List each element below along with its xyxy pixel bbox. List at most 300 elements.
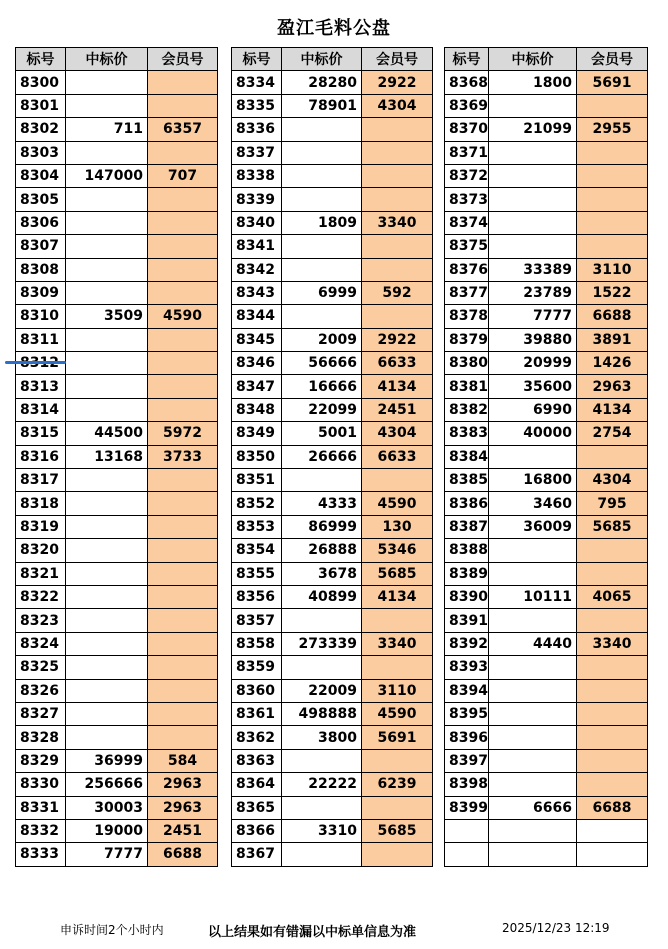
table-row bbox=[16, 562, 218, 585]
member-number-cell: 6688 bbox=[576, 796, 647, 819]
member-number-cell: 2963 bbox=[148, 796, 218, 819]
lot-number-cell: 8383 bbox=[445, 422, 489, 445]
table-row bbox=[232, 422, 433, 445]
member-number-cell: 4134 bbox=[362, 375, 433, 398]
lot-number-cell: 8398 bbox=[445, 773, 489, 796]
lot-number-cell: 8382 bbox=[445, 398, 489, 421]
table-row bbox=[445, 281, 648, 304]
member-number-cell bbox=[148, 632, 218, 655]
table-row bbox=[232, 118, 433, 141]
table-row bbox=[16, 632, 218, 655]
winning-price-cell bbox=[488, 749, 576, 772]
table-row bbox=[232, 445, 433, 468]
member-number-cell bbox=[148, 398, 218, 421]
lot-number-cell: 8374 bbox=[445, 211, 489, 234]
table-row bbox=[16, 328, 218, 351]
winning-price-cell bbox=[282, 796, 362, 819]
table-row bbox=[16, 796, 218, 819]
table-row bbox=[232, 632, 433, 655]
member-number-cell bbox=[576, 141, 647, 164]
table-row bbox=[445, 71, 648, 94]
table-row bbox=[16, 469, 218, 492]
lot-number-cell: 8304 bbox=[16, 164, 66, 187]
table-row bbox=[16, 492, 218, 515]
member-number-cell bbox=[576, 235, 647, 258]
member-number-cell: 3733 bbox=[148, 445, 218, 468]
member-number-cell bbox=[362, 164, 433, 187]
table-row bbox=[16, 71, 218, 94]
table-row bbox=[445, 352, 648, 375]
table-row bbox=[445, 585, 648, 608]
blue-pen-underline bbox=[5, 361, 66, 364]
lot-number-cell: 8315 bbox=[16, 422, 66, 445]
member-number-cell bbox=[362, 235, 433, 258]
winning-price-cell bbox=[488, 188, 576, 211]
table-row bbox=[232, 375, 433, 398]
winning-price-cell: 16666 bbox=[282, 375, 362, 398]
lot-number-cell: 8339 bbox=[232, 188, 282, 211]
lot-number-cell: 8338 bbox=[232, 164, 282, 187]
table-row bbox=[445, 141, 648, 164]
winning-price-cell: 56666 bbox=[282, 352, 362, 375]
winning-price-cell bbox=[282, 609, 362, 632]
member-number-cell: 3110 bbox=[362, 679, 433, 702]
member-number-cell: 2451 bbox=[362, 398, 433, 421]
lot-number-cell: 8318 bbox=[16, 492, 66, 515]
winning-price-cell: 78901 bbox=[282, 94, 362, 117]
table-row bbox=[16, 422, 218, 445]
table-row bbox=[445, 492, 648, 515]
member-number-cell: 2922 bbox=[362, 71, 433, 94]
table-row bbox=[445, 562, 648, 585]
winning-price-cell bbox=[66, 71, 148, 94]
lot-number-cell: 8340 bbox=[232, 211, 282, 234]
table-row bbox=[445, 235, 648, 258]
member-number-cell bbox=[576, 819, 647, 842]
member-number-cell bbox=[148, 726, 218, 749]
member-number-cell: 6357 bbox=[148, 118, 218, 141]
winning-price-cell bbox=[66, 702, 148, 725]
member-number-cell: 6633 bbox=[362, 352, 433, 375]
lot-number-cell: 8397 bbox=[445, 749, 489, 772]
winning-price-cell bbox=[66, 258, 148, 281]
winning-price-cell bbox=[488, 819, 576, 842]
member-number-cell bbox=[576, 702, 647, 725]
winning-price-cell bbox=[66, 328, 148, 351]
winning-price-cell bbox=[282, 843, 362, 866]
member-number-cell: 5691 bbox=[576, 71, 647, 94]
table-row bbox=[16, 164, 218, 187]
table-row bbox=[16, 819, 218, 842]
member-number-cell bbox=[148, 211, 218, 234]
lot-number-cell: 8366 bbox=[232, 819, 282, 842]
lot-number-cell: 8361 bbox=[232, 702, 282, 725]
winning-price-cell: 35600 bbox=[488, 375, 576, 398]
lot-number-cell: 8390 bbox=[445, 585, 489, 608]
lot-number-cell: 8319 bbox=[16, 515, 66, 538]
member-number-cell bbox=[148, 258, 218, 281]
winning-price-cell: 498888 bbox=[282, 702, 362, 725]
table-row bbox=[445, 258, 648, 281]
lot-number-cell: 8399 bbox=[445, 796, 489, 819]
table-row bbox=[232, 773, 433, 796]
lot-number-cell: 8329 bbox=[16, 749, 66, 772]
lot-number-cell: 8372 bbox=[445, 164, 489, 187]
winning-price-cell: 22222 bbox=[282, 773, 362, 796]
winning-price-cell: 22099 bbox=[282, 398, 362, 421]
member-number-cell bbox=[148, 141, 218, 164]
winning-price-cell bbox=[282, 235, 362, 258]
table-row bbox=[445, 375, 648, 398]
member-number-cell bbox=[362, 258, 433, 281]
winning-price-cell: 33389 bbox=[488, 258, 576, 281]
table-row bbox=[445, 539, 648, 562]
member-number-cell: 6688 bbox=[148, 843, 218, 866]
member-number-cell bbox=[148, 188, 218, 211]
winning-price-cell: 36009 bbox=[488, 515, 576, 538]
lot-number-cell: 8302 bbox=[16, 118, 66, 141]
header-member-number: 会员号 bbox=[362, 48, 433, 71]
lot-number-cell: 8327 bbox=[16, 702, 66, 725]
member-number-cell bbox=[148, 375, 218, 398]
table-row bbox=[445, 328, 648, 351]
table-row bbox=[16, 656, 218, 679]
winning-price-cell: 40899 bbox=[282, 585, 362, 608]
winning-price-cell: 39880 bbox=[488, 328, 576, 351]
member-number-cell: 3110 bbox=[576, 258, 647, 281]
table-row bbox=[16, 843, 218, 866]
winning-price-cell: 1800 bbox=[488, 71, 576, 94]
winning-price-cell: 40000 bbox=[488, 422, 576, 445]
member-number-cell bbox=[148, 539, 218, 562]
member-number-cell bbox=[362, 749, 433, 772]
lot-number-cell: 8360 bbox=[232, 679, 282, 702]
table-row bbox=[16, 188, 218, 211]
table-row bbox=[232, 585, 433, 608]
member-number-cell: 2963 bbox=[576, 375, 647, 398]
winning-price-cell: 13168 bbox=[66, 445, 148, 468]
winning-price-cell: 4440 bbox=[488, 632, 576, 655]
lot-number-cell: 8334 bbox=[232, 71, 282, 94]
winning-price-cell bbox=[282, 258, 362, 281]
table-row bbox=[16, 702, 218, 725]
footer-timestamp: 2025/12/23 12:19 bbox=[502, 921, 610, 935]
winning-price-cell: 16800 bbox=[488, 469, 576, 492]
member-number-cell bbox=[148, 609, 218, 632]
member-number-cell: 4304 bbox=[362, 94, 433, 117]
lot-number-cell: 8337 bbox=[232, 141, 282, 164]
winning-price-cell: 256666 bbox=[66, 773, 148, 796]
member-number-cell bbox=[362, 188, 433, 211]
table-row bbox=[232, 211, 433, 234]
header-winning-price: 中标价 bbox=[282, 48, 362, 71]
lot-number-cell: 8330 bbox=[16, 773, 66, 796]
member-number-cell: 2451 bbox=[148, 819, 218, 842]
lot-number-cell: 8363 bbox=[232, 749, 282, 772]
winning-price-cell bbox=[66, 211, 148, 234]
table-row bbox=[445, 469, 648, 492]
winning-price-cell: 19000 bbox=[66, 819, 148, 842]
winning-price-cell bbox=[66, 352, 148, 375]
lot-number-cell: 8316 bbox=[16, 445, 66, 468]
winning-price-cell: 36999 bbox=[66, 749, 148, 772]
winning-price-cell bbox=[66, 141, 148, 164]
lot-number-cell: 8375 bbox=[445, 235, 489, 258]
lot-number-cell: 8378 bbox=[445, 305, 489, 328]
winning-price-cell bbox=[488, 773, 576, 796]
winning-price-cell bbox=[66, 609, 148, 632]
winning-price-cell bbox=[488, 726, 576, 749]
table-row bbox=[232, 843, 433, 866]
member-number-cell bbox=[362, 141, 433, 164]
lot-number-cell: 8333 bbox=[16, 843, 66, 866]
table-row bbox=[16, 679, 218, 702]
lot-number-cell: 8370 bbox=[445, 118, 489, 141]
lot-number-cell: 8388 bbox=[445, 539, 489, 562]
lot-number-cell: 8342 bbox=[232, 258, 282, 281]
table-row bbox=[16, 211, 218, 234]
member-number-cell: 5972 bbox=[148, 422, 218, 445]
winning-price-cell: 3460 bbox=[488, 492, 576, 515]
lot-number-cell: 8355 bbox=[232, 562, 282, 585]
member-number-cell bbox=[148, 469, 218, 492]
lot-number-cell: 8373 bbox=[445, 188, 489, 211]
lot-number-cell: 8381 bbox=[445, 375, 489, 398]
table-row bbox=[232, 352, 433, 375]
winning-price-cell: 1809 bbox=[282, 211, 362, 234]
lot-number-cell: 8356 bbox=[232, 585, 282, 608]
lot-number-cell: 8394 bbox=[445, 679, 489, 702]
winning-price-cell bbox=[488, 445, 576, 468]
table-row bbox=[445, 164, 648, 187]
table-row bbox=[445, 94, 648, 117]
lot-number-cell: 8354 bbox=[232, 539, 282, 562]
table-row bbox=[16, 281, 218, 304]
table-row bbox=[16, 118, 218, 141]
table-row bbox=[445, 702, 648, 725]
table-row bbox=[16, 141, 218, 164]
lot-number-cell: 8341 bbox=[232, 235, 282, 258]
member-number-cell bbox=[148, 492, 218, 515]
winning-price-cell bbox=[66, 235, 148, 258]
winning-price-cell: 3509 bbox=[66, 305, 148, 328]
lot-number-cell: 8364 bbox=[232, 773, 282, 796]
member-number-cell bbox=[576, 843, 647, 866]
winning-price-cell bbox=[66, 469, 148, 492]
table-row bbox=[445, 305, 648, 328]
member-number-cell: 130 bbox=[362, 515, 433, 538]
winning-price-cell bbox=[488, 235, 576, 258]
lot-number-cell: 8358 bbox=[232, 632, 282, 655]
lot-number-cell: 8357 bbox=[232, 609, 282, 632]
table-row bbox=[445, 819, 648, 842]
table-row bbox=[16, 609, 218, 632]
lot-number-cell: 8391 bbox=[445, 609, 489, 632]
winning-price-cell: 3310 bbox=[282, 819, 362, 842]
table-row bbox=[16, 445, 218, 468]
winning-price-cell bbox=[488, 94, 576, 117]
winning-price-cell bbox=[488, 164, 576, 187]
table-row bbox=[445, 749, 648, 772]
results-table-3 bbox=[444, 47, 648, 867]
lot-number-cell: 8368 bbox=[445, 71, 489, 94]
winning-price-cell: 3800 bbox=[282, 726, 362, 749]
winning-price-cell: 7777 bbox=[66, 843, 148, 866]
table-row bbox=[445, 796, 648, 819]
table-row bbox=[445, 843, 648, 866]
member-number-cell: 5691 bbox=[362, 726, 433, 749]
member-number-cell bbox=[148, 328, 218, 351]
member-number-cell bbox=[576, 211, 647, 234]
table-row bbox=[445, 632, 648, 655]
table-row bbox=[232, 281, 433, 304]
table-row bbox=[16, 515, 218, 538]
winning-price-cell bbox=[66, 539, 148, 562]
lot-number-cell: 8386 bbox=[445, 492, 489, 515]
winning-price-cell bbox=[282, 749, 362, 772]
member-number-cell bbox=[576, 609, 647, 632]
member-number-cell bbox=[576, 188, 647, 211]
winning-price-cell bbox=[282, 118, 362, 141]
lot-number-cell: 8377 bbox=[445, 281, 489, 304]
lot-number-cell: 8385 bbox=[445, 469, 489, 492]
results-table-1 bbox=[15, 47, 218, 867]
winning-price-cell bbox=[282, 469, 362, 492]
winning-price-cell bbox=[488, 539, 576, 562]
member-number-cell: 795 bbox=[576, 492, 647, 515]
lot-number-cell: 8335 bbox=[232, 94, 282, 117]
table-row bbox=[16, 585, 218, 608]
winning-price-cell bbox=[488, 141, 576, 164]
lot-number-cell: 8384 bbox=[445, 445, 489, 468]
winning-price-cell bbox=[282, 656, 362, 679]
winning-price-cell: 5001 bbox=[282, 422, 362, 445]
member-number-cell: 584 bbox=[148, 749, 218, 772]
lot-number-cell: 8326 bbox=[16, 679, 66, 702]
table-row bbox=[232, 679, 433, 702]
header-winning-price: 中标价 bbox=[66, 48, 148, 71]
table-row bbox=[232, 235, 433, 258]
lot-number-cell: 8303 bbox=[16, 141, 66, 164]
member-number-cell: 6688 bbox=[576, 305, 647, 328]
table-row bbox=[445, 773, 648, 796]
table-row bbox=[232, 726, 433, 749]
member-number-cell bbox=[576, 656, 647, 679]
page-title: 盈江毛料公盘 bbox=[277, 18, 391, 39]
lot-number-cell: 8389 bbox=[445, 562, 489, 585]
member-number-cell bbox=[148, 562, 218, 585]
table-row bbox=[16, 258, 218, 281]
lot-number-cell: 8351 bbox=[232, 469, 282, 492]
table-row bbox=[16, 375, 218, 398]
table-row bbox=[445, 398, 648, 421]
winning-price-cell: 26666 bbox=[282, 445, 362, 468]
winning-price-cell bbox=[488, 656, 576, 679]
member-number-cell bbox=[148, 656, 218, 679]
table-row bbox=[445, 656, 648, 679]
winning-price-cell bbox=[488, 702, 576, 725]
table-row bbox=[232, 469, 433, 492]
member-number-cell: 2963 bbox=[148, 773, 218, 796]
member-number-cell: 1426 bbox=[576, 352, 647, 375]
winning-price-cell: 273339 bbox=[282, 632, 362, 655]
table-row bbox=[232, 164, 433, 187]
member-number-cell bbox=[576, 679, 647, 702]
winning-price-cell: 23789 bbox=[488, 281, 576, 304]
lot-number-cell: 8324 bbox=[16, 632, 66, 655]
winning-price-cell bbox=[282, 164, 362, 187]
member-number-cell bbox=[576, 445, 647, 468]
winning-price-cell bbox=[488, 679, 576, 702]
lot-number-cell: 8313 bbox=[16, 375, 66, 398]
header-winning-price: 中标价 bbox=[488, 48, 576, 71]
lot-number-cell: 8395 bbox=[445, 702, 489, 725]
table-row bbox=[445, 726, 648, 749]
table-row bbox=[232, 492, 433, 515]
lot-number-cell: 8387 bbox=[445, 515, 489, 538]
member-number-cell: 4134 bbox=[362, 585, 433, 608]
lot-number-cell bbox=[445, 843, 489, 866]
winning-price-cell: 26888 bbox=[282, 539, 362, 562]
member-number-cell bbox=[148, 71, 218, 94]
member-number-cell: 5346 bbox=[362, 539, 433, 562]
table-row bbox=[232, 562, 433, 585]
member-number-cell bbox=[576, 749, 647, 772]
table-row bbox=[232, 796, 433, 819]
header-lot-number: 标号 bbox=[232, 48, 282, 71]
member-number-cell bbox=[148, 585, 218, 608]
lot-number-cell: 8305 bbox=[16, 188, 66, 211]
winning-price-cell: 30003 bbox=[66, 796, 148, 819]
member-number-cell: 2754 bbox=[576, 422, 647, 445]
lot-number-cell: 8392 bbox=[445, 632, 489, 655]
member-number-cell bbox=[148, 515, 218, 538]
table-row bbox=[16, 398, 218, 421]
lot-number-cell: 8331 bbox=[16, 796, 66, 819]
lot-number-cell: 8301 bbox=[16, 94, 66, 117]
winning-price-cell bbox=[66, 515, 148, 538]
member-number-cell bbox=[148, 679, 218, 702]
lot-number-cell bbox=[445, 819, 489, 842]
table-row bbox=[16, 94, 218, 117]
header-member-number: 会员号 bbox=[576, 48, 647, 71]
lot-number-cell: 8367 bbox=[232, 843, 282, 866]
lot-number-cell: 8300 bbox=[16, 71, 66, 94]
member-number-cell: 3340 bbox=[576, 632, 647, 655]
winning-price-cell: 28280 bbox=[282, 71, 362, 94]
lot-number-cell: 8328 bbox=[16, 726, 66, 749]
winning-price-cell bbox=[66, 492, 148, 515]
table-row bbox=[232, 539, 433, 562]
member-number-cell bbox=[362, 843, 433, 866]
lot-number-cell: 8353 bbox=[232, 515, 282, 538]
winning-price-cell bbox=[282, 141, 362, 164]
winning-price-cell bbox=[66, 656, 148, 679]
lot-number-cell: 8349 bbox=[232, 422, 282, 445]
member-number-cell bbox=[148, 281, 218, 304]
winning-price-cell: 44500 bbox=[66, 422, 148, 445]
table-row bbox=[232, 141, 433, 164]
table-row bbox=[16, 726, 218, 749]
lot-number-cell: 8343 bbox=[232, 281, 282, 304]
winning-price-cell bbox=[66, 585, 148, 608]
lot-number-cell: 8325 bbox=[16, 656, 66, 679]
table-row bbox=[445, 445, 648, 468]
winning-price-cell: 6999 bbox=[282, 281, 362, 304]
lot-number-cell: 8350 bbox=[232, 445, 282, 468]
lot-number-cell: 8317 bbox=[16, 469, 66, 492]
winning-price-cell bbox=[66, 375, 148, 398]
